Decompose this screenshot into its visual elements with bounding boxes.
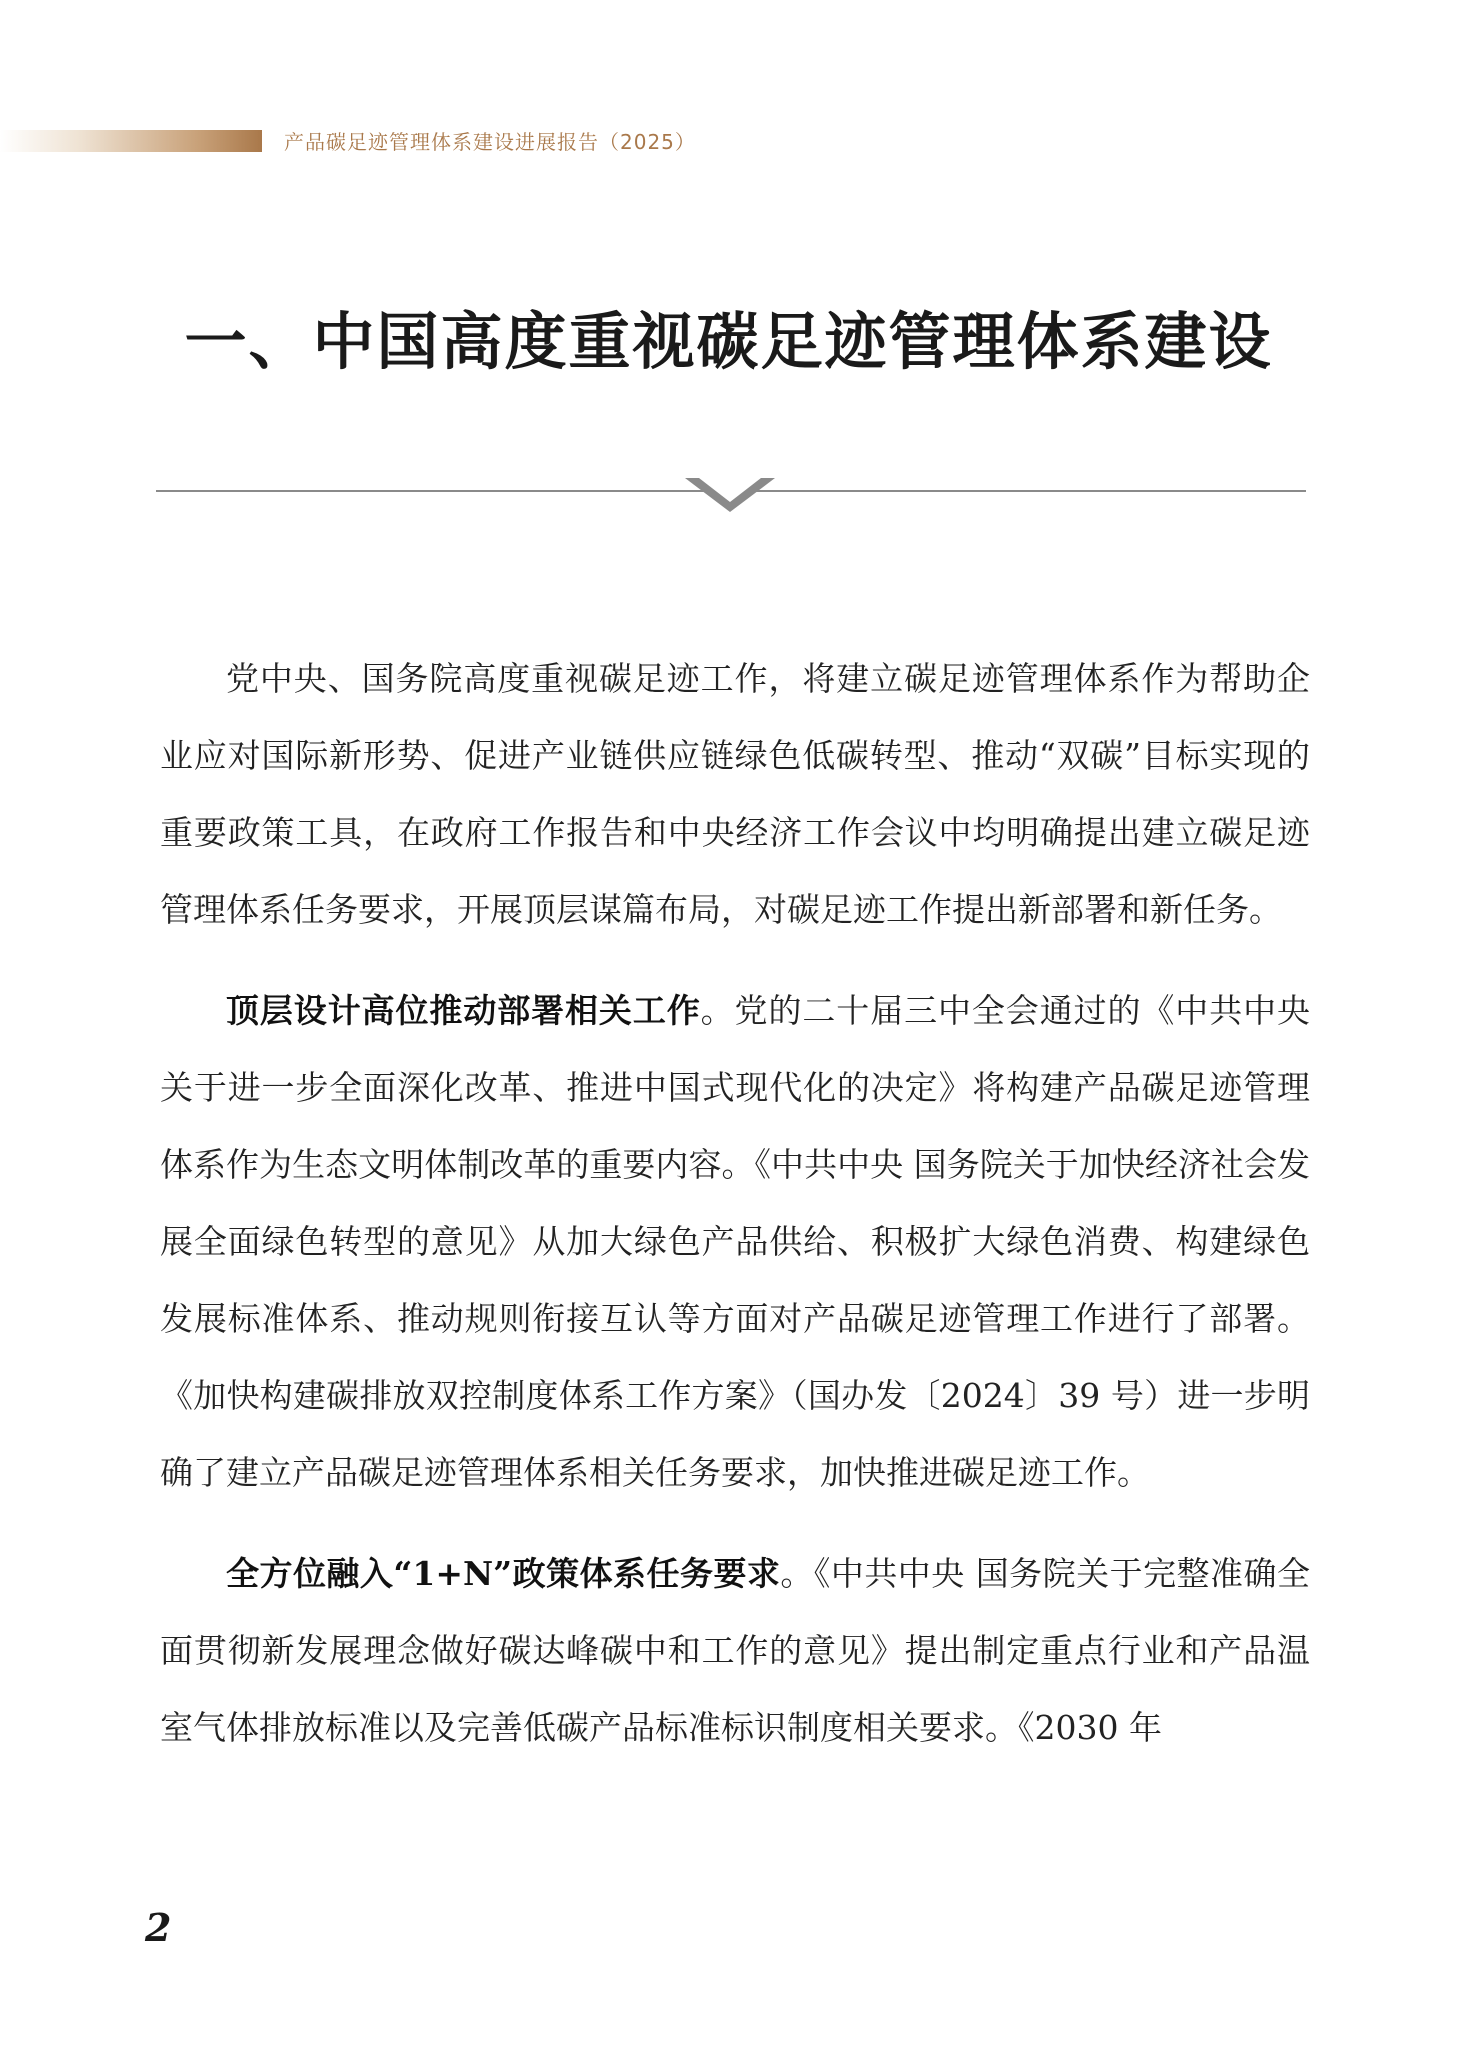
chevron-down-icon	[685, 478, 775, 514]
paragraph-lead: 全方位融入“1+N”政策体系任务要求	[226, 1554, 781, 1593]
paragraph-intro	[160, 640, 1310, 948]
paragraph-text: 党中央、国务院高度重视碳足迹工作，将建立碳足迹管理体系作为帮助企业应对国际新形势、促进产业链供应链绿色低碳转型、推动“双碳”目标实现的重要政策工具，在政府工作报告和中央经济工作会议中均明确提出建立碳足迹管理体系任务要求，开展顶层谋篇布局，对碳足迹工作提出新部署和新任务。	[160, 659, 1310, 929]
paragraph-1n-policy	[160, 1535, 1310, 1766]
paragraph-text: 。《中共中央 国务院关于完整准确全面贯彻新发展理念做好碳达峰碳中和工作的意见》提出制定重点行业和产品温室气体排放标准以及完善低碳产品标准标识制度相关要求。《2030 年	[160, 1554, 1310, 1747]
page-number: 2	[145, 1905, 172, 1950]
chapter-title: 一、中国高度重视碳足迹管理体系建设	[184, 305, 1273, 378]
running-header: 产品碳足迹管理体系建设进展报告（2025）	[284, 130, 696, 154]
paragraph-top-level-design	[160, 972, 1310, 1511]
paragraph-text: 。党的二十届三中全会通过的《中共中央关于进一步全面深化改革、推进中国式现代化的决定》将构建产品碳足迹管理体系作为生态文明体制改革的重要内容。《中共中央 国务院关于加快经济社会发展全面绿色转型的意见》从加大绿色产品供给、积极扩大绿色消费、构建绿色发展标准体系、推动规则衔接互认等方面对产品碳足迹管理工作进行了部署。《加快构建碳排放双控制度体系工作方案》（国办发〔2024〕39 号）进一步明确了建立产品碳足迹管理体系相关任务要求，加快推进碳足迹工作。	[160, 991, 1311, 1492]
paragraph-lead: 顶层设计高位推动部署相关工作	[226, 991, 701, 1030]
body-content	[160, 640, 1310, 1790]
header-accent-bar	[0, 130, 262, 152]
